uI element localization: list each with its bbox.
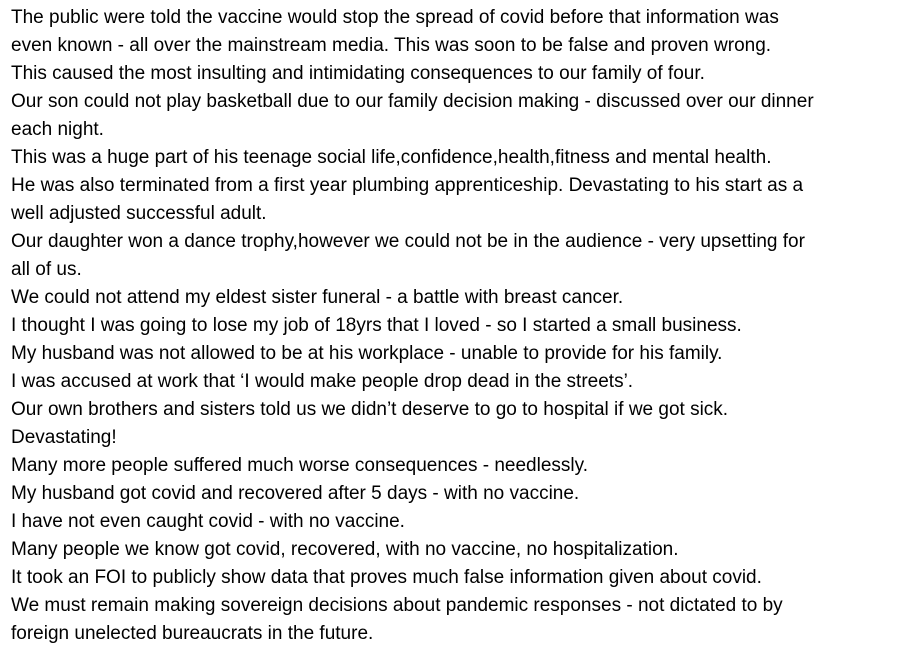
text-line: Our son could not play basketball due to our family decision making - discussed over our dinner xyxy=(11,91,814,112)
text-line: Devastating! xyxy=(11,427,117,448)
text-line: foreign unelected bureaucrats in the future. xyxy=(11,623,374,644)
text-line: each night. xyxy=(11,119,104,140)
text-line: We must remain making sovereign decisions about pandemic responses - not dictated to by xyxy=(11,595,783,616)
text-line: Many people we know got covid, recovered, with no vaccine, no hospitalization. xyxy=(11,539,679,560)
text-line: I thought I was going to lose my job of 18yrs that I loved - so I started a small business. xyxy=(11,315,742,336)
text-line: Our own brothers and sisters told us we didn’t deserve to go to hospital if we got sick. xyxy=(11,399,729,420)
text-line: The public were told the vaccine would stop the spread of covid before that information was xyxy=(11,7,779,28)
text-line: Many more people suffered much worse consequences - needlessly. xyxy=(11,455,588,476)
text-line: even known - all over the mainstream media. This was soon to be false and proven wrong. xyxy=(11,35,772,56)
text-line: We could not attend my eldest sister funeral - a battle with breast cancer. xyxy=(11,287,624,308)
text-line: all of us. xyxy=(11,259,82,280)
text-line: I was accused at work that ‘I would make people drop dead in the streets’. xyxy=(11,371,634,392)
text-line: My husband got covid and recovered after 5 days - with no vaccine. xyxy=(11,483,580,504)
text-line: well adjusted successful adult. xyxy=(11,203,267,224)
text-line: I have not even caught covid - with no vaccine. xyxy=(11,511,405,532)
text-line: This was a huge part of his teenage social life,confidence,health,fitness and mental health. xyxy=(11,147,772,168)
text-line: Our daughter won a dance trophy,however we could not be in the audience - very upsetting for xyxy=(11,231,805,252)
text-line: It took an FOI to publicly show data that proves much false information given about covid. xyxy=(11,567,762,588)
text-line: My husband was not allowed to be at his workplace - unable to provide for his family. xyxy=(11,343,723,364)
text-line: This caused the most insulting and intimidating consequences to our family of four. xyxy=(11,63,705,84)
text-line: He was also terminated from a first year plumbing apprenticeship. Devastating to his start as a xyxy=(11,175,804,196)
